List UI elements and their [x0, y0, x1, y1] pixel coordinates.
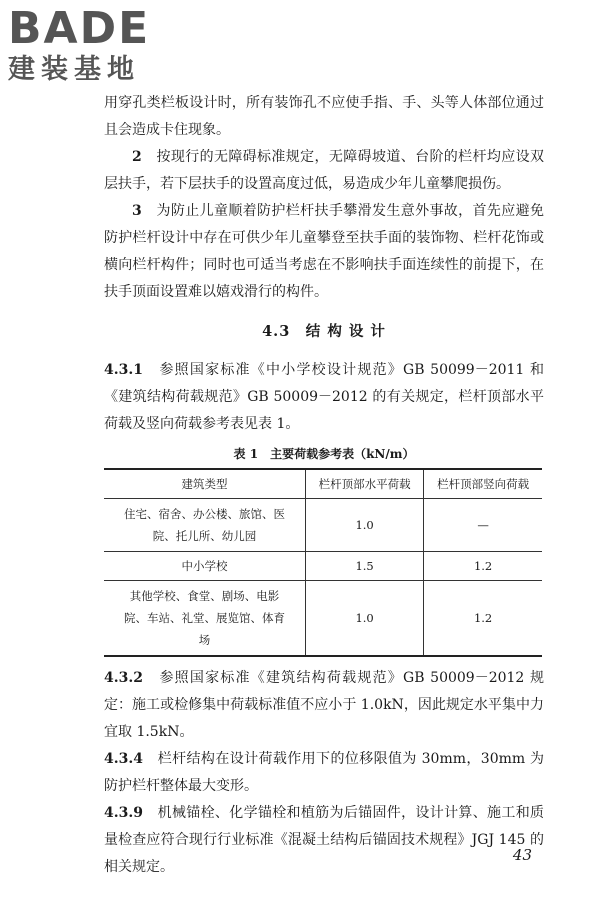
table-header: 栏杆顶部水平荷载 [305, 469, 423, 499]
table-cell: — [424, 499, 542, 552]
list-item [104, 144, 544, 198]
table-row [104, 552, 542, 581]
clause-number: 4.3.2 [104, 670, 143, 686]
logo-subtitle: 建装基地 [8, 54, 140, 85]
clause [104, 665, 544, 746]
document-body [104, 90, 544, 881]
clause-text: 参照国家标准《建筑结构荷载规范》GB 50009－2012 规定：施工或检修集中荷载标准值不应小于 1.0kN，因此规定水平集中力宜取 1.5kN。 [104, 670, 544, 740]
table-cell: 1.2 [424, 552, 542, 581]
table-cell: 其他学校、食堂、剧场、电影院、车站、礼堂、展览馆、体育场 [104, 581, 305, 657]
table-cell: 中小学校 [104, 552, 305, 581]
item-text: 为防止儿童顺着防护栏杆扶手攀滑发生意外事故，首先应避免防护栏杆设计中存在可供少年儿童攀登至扶手面的装饰物、栏杆花饰或横向栏杆构件；同时也可适当考虑在不影响扶手面连续性的前提下，在扶手顶面设置难以嬉戏滑行的构件。 [104, 203, 545, 300]
table-cell: 1.0 [305, 499, 423, 552]
table-row [104, 499, 542, 552]
clause-text: 参照国家标准《中小学校设计规范》GB 50099－2011 和《建筑结构荷载规范》GB 50009－2012 的有关规定，栏杆顶部水平荷载及竖向荷载参考表见表 1。 [104, 362, 544, 432]
clause-number: 4.3.9 [104, 805, 143, 821]
logo [8, 3, 178, 86]
paragraph-continuation: 用穿孔类栏板设计时，所有装饰孔不应使手指、手、头等人体部位通过且会造成卡住现象。 [104, 95, 544, 138]
clause-number: 4.3.4 [104, 751, 143, 767]
clause [104, 746, 544, 800]
table-header: 栏杆顶部竖向荷载 [424, 469, 542, 499]
table-cell: 1.5 [305, 552, 423, 581]
list-item [104, 198, 544, 306]
page-number: 43 [512, 846, 532, 864]
table-header-row [104, 469, 542, 499]
logo-wordmark: BADE [8, 3, 151, 54]
clause [104, 800, 544, 881]
table-caption: 表 1 主要荷载参考表（kN/m） [233, 447, 415, 461]
item-number: 3 [132, 203, 142, 219]
table-header: 建筑类型 [104, 469, 305, 499]
clause-number: 4.3.1 [104, 362, 143, 378]
clause-text: 栏杆结构在设计荷载作用下的位移限值为 30mm，30mm 为防护栏杆整体最大变形。 [104, 751, 544, 794]
clause [104, 357, 544, 438]
table-cell: 1.0 [305, 581, 423, 657]
table-cell: 1.2 [424, 581, 542, 657]
section-title: 4.3 结 构 设 计 [262, 323, 386, 340]
item-number: 2 [132, 149, 142, 165]
load-table [104, 468, 542, 657]
table-cell: 住宅、宿舍、办公楼、旅馆、医院、托儿所、幼儿园 [104, 499, 305, 552]
clause-text: 机械锚栓、化学锚栓和植筋为后锚固件，设计计算、施工和质量检查应符合现行行业标准《混凝土结构后锚固技术规程》JGJ 145 的相关规定。 [104, 805, 545, 875]
table-row [104, 581, 542, 657]
item-text: 按现行的无障碍标准规定，无障碍坡道、台阶的栏杆均应设双层扶手，若下层扶手的设置高度过低，易造成少年儿童攀爬损伤。 [104, 149, 545, 192]
